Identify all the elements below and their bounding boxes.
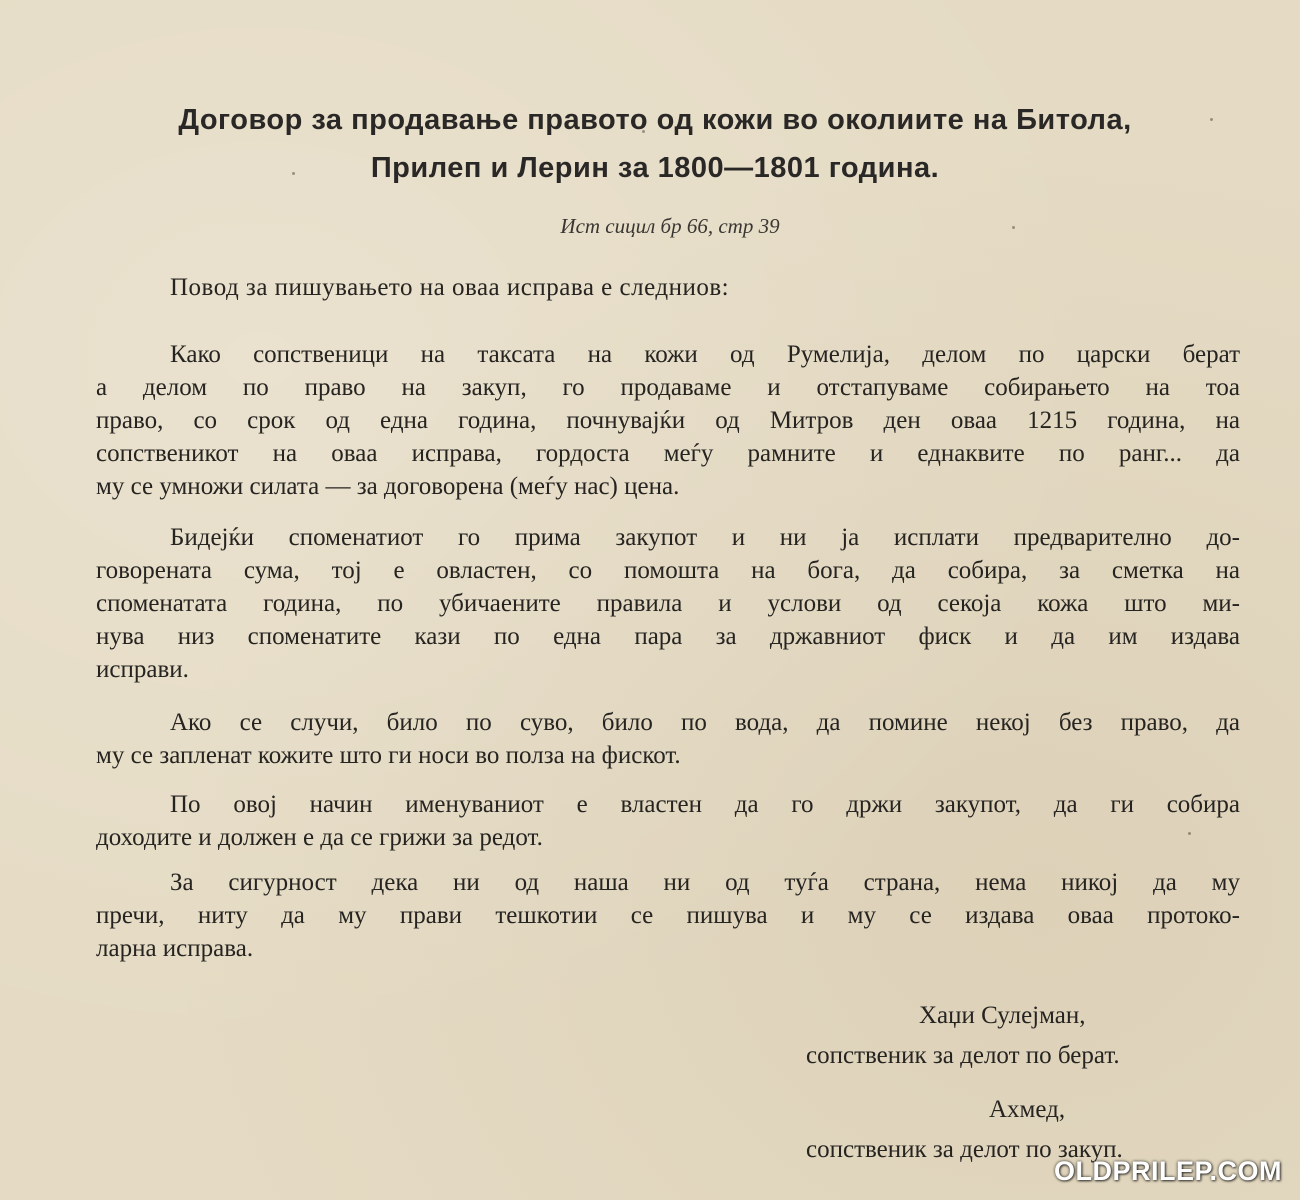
paragraph-5 bbox=[96, 866, 1240, 965]
paper-speck bbox=[1210, 118, 1213, 121]
paragraph-line: говорената сума, тој е овластен, со помошта на бога, да собира, за сметка на bbox=[96, 557, 1240, 584]
paragraph-line: пречи, ниту да му прави тешкотии се пишува и му се издава оваа протоко- bbox=[96, 902, 1240, 929]
signature-1-role: сопственик за делот по берат. bbox=[806, 1042, 1120, 1069]
paragraph-4 bbox=[96, 788, 1240, 854]
watermark: OLDPRILEP.COM bbox=[1053, 1156, 1282, 1186]
paragraph-3 bbox=[96, 706, 1240, 772]
paragraph-line: По овој начин именуваниот е властен да го држи закупот, да ги собира bbox=[170, 791, 1240, 818]
paragraph-line: му се запленат кожите што ги носи во полза на фискот. bbox=[96, 742, 681, 769]
paper-speck bbox=[1012, 226, 1015, 229]
signature-2-name: Ахмед, bbox=[989, 1096, 1066, 1123]
paper-speck bbox=[1188, 832, 1191, 835]
source-reference: Ист сицил бр 66, стр 39 bbox=[560, 214, 780, 238]
paragraph-line: сопственикот на оваа исправа, гордоста меѓу рамните и еднаквите по ранг... да bbox=[96, 440, 1240, 467]
paragraph-line: а делом по право на закуп, го продаваме и отстапуваме собирањето на тоа bbox=[96, 374, 1240, 401]
signature-2-role: сопственик за делот по закуп. bbox=[806, 1136, 1123, 1163]
paragraph-line: Бидејќи споменатиот го прима закупот и ни ја исплати предварително до- bbox=[170, 524, 1240, 551]
paragraph-line: му се умножи силата — за договорена (меѓу нас) цена. bbox=[96, 473, 680, 500]
paragraph-line: Како сопственици на таксата на кожи од Румелија, делом по царски берат bbox=[170, 341, 1240, 368]
paragraph-line: право, со срок од една година, почнувајќи од Митров ден оваа 1215 година, на bbox=[96, 407, 1240, 434]
paragraph-line: нува низ споменатите кази по една пара за државниот фиск и да им издава bbox=[96, 623, 1240, 650]
paper-speck bbox=[642, 130, 645, 133]
paragraph-line: споменатата година, по убичаените правила и услови од секоја кожа што ми- bbox=[96, 590, 1240, 617]
paper-speck bbox=[292, 172, 295, 175]
paragraph-line: доходите и должен е да се грижи за редот. bbox=[96, 824, 543, 851]
paragraph-line: Ако се случи, било по суво, било по вода, да помине некој без право, да bbox=[170, 709, 1240, 736]
paragraph-1 bbox=[96, 338, 1240, 503]
paragraph-line: За сигурност дека ни од наша ни од туѓа страна, нема никој да му bbox=[170, 869, 1240, 896]
title-line-1: Договор за продавање правото од кожи во околиите на Битола, bbox=[178, 104, 1132, 136]
signature-1-name: Хаџи Сулејман, bbox=[919, 1002, 1086, 1029]
paragraph-line: ларна исправа. bbox=[96, 935, 254, 962]
intro-line: Повод за пишувањето на оваа исправа е следниов: bbox=[170, 274, 730, 301]
title-line-2: Прилеп и Лерин за 1800—1801 година. bbox=[370, 152, 940, 184]
paragraph-2 bbox=[96, 521, 1240, 686]
paragraph-line: исправи. bbox=[96, 656, 189, 683]
document-title bbox=[0, 96, 1300, 192]
